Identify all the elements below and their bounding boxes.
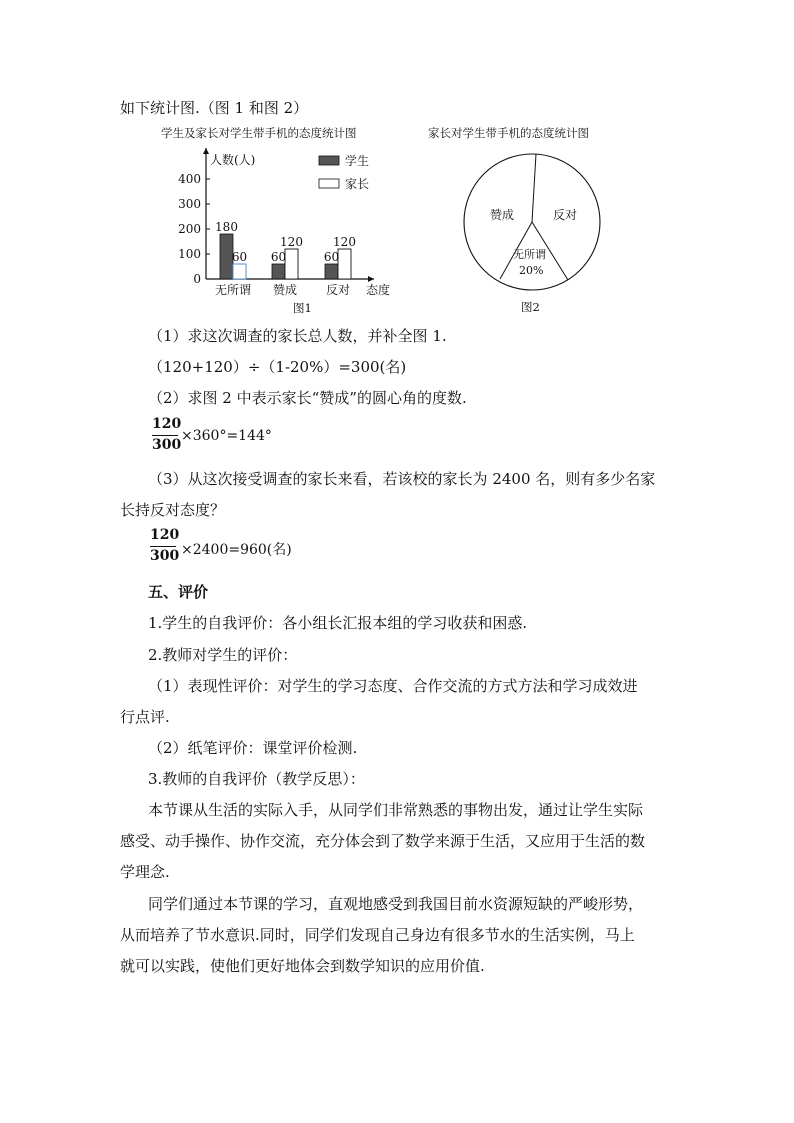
paragraph-1-line-3: 学理念.	[120, 863, 170, 881]
question-2: （2）求图 2 中表示家长“赞成”的圆心角的度数.	[148, 389, 467, 407]
bar-value-label-student: 60	[323, 250, 340, 264]
pie-label-zancheng: 赞成	[490, 208, 515, 222]
section-5-heading: 五、评价	[148, 583, 209, 601]
bar-value-label-student: 180	[215, 220, 238, 234]
fig1-title: 学生及家长对学生带手机的态度统计图	[161, 126, 357, 140]
bar-parent-1	[285, 249, 298, 279]
paragraph-2-line-1: 同学们通过本节课的学习，直观地感受到我国目前水资源短缺的严峻形势，	[148, 895, 644, 913]
legend-swatch-student	[319, 156, 339, 165]
y-tick-label: 300	[178, 197, 201, 211]
x-axis-arrow	[368, 276, 374, 282]
fraction-denominator: 300	[152, 437, 182, 453]
x-tick-label: 无所谓	[214, 283, 252, 297]
pie-label-wusuowei: 无所谓	[513, 248, 546, 261]
fig2-pie-chart	[462, 152, 602, 292]
y-tick-label: 0	[193, 272, 201, 286]
y-axis-arrow	[203, 148, 209, 154]
x-axis-label: 态度	[366, 283, 391, 297]
legend-label-student: 学生	[345, 154, 370, 168]
eval-1: 1.学生的自我评价：各小组长汇报本组的学习收获和困惑.	[148, 614, 528, 632]
fig2-caption: 图2	[521, 300, 540, 314]
answer-3-rest: ×2400=960(名)	[181, 542, 292, 558]
fig2-title: 家长对学生带手机的态度统计图	[428, 126, 589, 140]
fraction-numerator: 120	[150, 527, 180, 543]
y-tick-label: 200	[178, 222, 201, 236]
eval-2-2: （2）纸笔评价：课堂评价检测.	[148, 739, 358, 757]
bar-value-label-parent: 120	[333, 235, 356, 249]
bar-value-label-parent: 60	[231, 250, 248, 264]
question-3-line-2: 长持反对态度？	[120, 501, 226, 519]
question-1: （1）求这次调查的家长总人数，并补全图 1.	[148, 327, 447, 345]
bar-value-label-student: 60	[270, 250, 287, 264]
eval-3: 3.教师的自我评价（教学反思）：	[148, 770, 365, 788]
x-tick-label: 反对	[325, 283, 351, 297]
legend-label-parent: 家长	[345, 177, 370, 191]
eval-2-1-line-1: （1）表现性评价：对学生的学习态度、合作交流的方式方法和学习成效进	[148, 677, 638, 695]
bar-student-1	[272, 264, 285, 279]
question-3-line-1: （3）从这次接受调查的家长来看，若该校的家长为 2400 名，则有多少名家	[148, 470, 656, 488]
fraction-numerator: 120	[152, 416, 182, 432]
y-axis-label: 人数(人)	[210, 153, 256, 167]
fraction-denominator: 300	[150, 548, 180, 564]
intro-text: 如下统计图.（图 1 和图 2）	[120, 99, 309, 117]
bar-parent-2	[338, 249, 351, 279]
fig1-caption: 图1	[293, 301, 312, 315]
x-tick-label: 赞成	[272, 283, 298, 297]
paragraph-1-line-1: 本节课从生活的实际入手，从同学们非常熟悉的事物出发，通过让学生实际	[148, 801, 644, 819]
answer-2-rest: ×360°=144°	[181, 428, 272, 444]
paragraph-2-line-2: 从而培养了节水意识.同时，同学们发现自己身边有很多节水的生活实例，马上	[120, 926, 635, 944]
paragraph-2-line-3: 就可以实践，使他们更好地体会到数学知识的应用价值.	[120, 957, 485, 975]
paragraph-1-line-2: 感受、动手操作、协作交流，充分体会到了数学来源于生活，又应用于生活的数	[120, 832, 646, 850]
legend-swatch-parent	[319, 179, 339, 188]
eval-2-1-line-2: 行点评.	[120, 708, 170, 726]
y-tick-label: 100	[178, 247, 201, 261]
fraction-bar	[150, 546, 176, 547]
fraction-bar	[152, 435, 178, 436]
eval-2: 2.教师对学生的评价：	[148, 646, 298, 664]
pie-label-fandui: 反对	[553, 208, 578, 222]
y-tick-label: 400	[178, 172, 201, 186]
bar-value-label-parent: 120	[280, 235, 303, 249]
answer-1: （120+120）÷（1-20%）=300(名)	[148, 358, 407, 376]
pie-label-percent: 20%	[519, 264, 544, 277]
bar-parent-0	[233, 264, 246, 279]
fig1-bar-chart	[170, 148, 410, 316]
bar-student-2	[325, 264, 338, 279]
